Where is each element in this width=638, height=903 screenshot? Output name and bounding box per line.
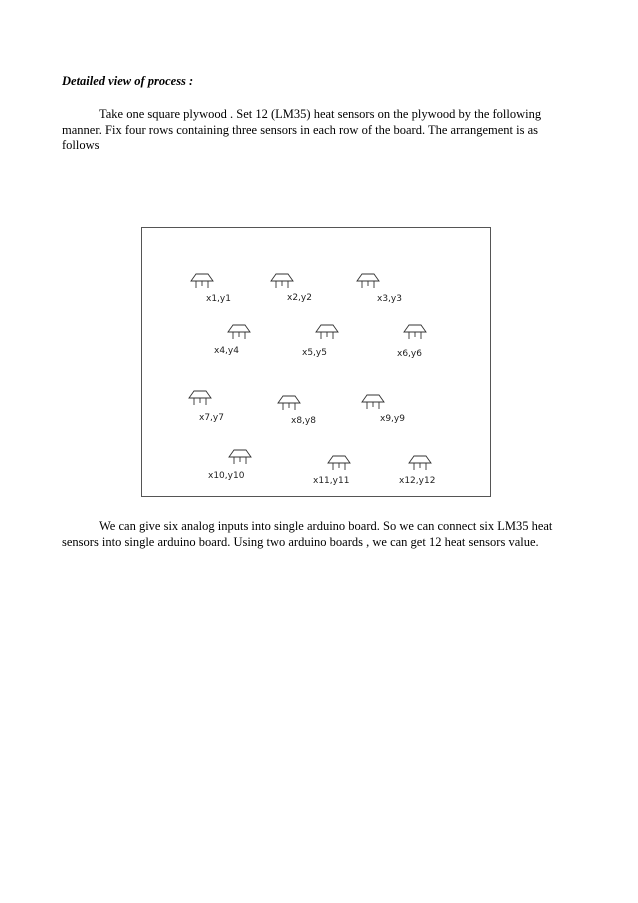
sensor-label: x7,y7	[199, 413, 224, 423]
sensor-label: x12,y12	[399, 476, 436, 486]
conclusion-paragraph: We can give six analog inputs into single arduino board. So we can connect six LM35 heat sensors into single arduino board. Using two arduino boards , we can get 12 heat sensors value.	[62, 519, 553, 549]
section-heading: Detailed view of process :	[62, 74, 194, 88]
sensor-icon	[229, 450, 251, 464]
sensor-icon	[271, 274, 293, 288]
sensor-label: x10,y10	[208, 471, 245, 481]
sensor-icon	[316, 325, 338, 339]
sensor-label: x2,y2	[287, 293, 312, 303]
sensor-label: x6,y6	[397, 349, 422, 359]
sensor-layout-svg	[142, 228, 492, 498]
sensor-label: x8,y8	[291, 416, 316, 426]
sensor-label: x3,y3	[377, 294, 402, 304]
sensor-label: x4,y4	[214, 346, 239, 356]
sensor-label: x5,y5	[302, 348, 327, 358]
plywood-board-diagram	[141, 227, 491, 497]
sensor-label: x9,y9	[380, 414, 405, 424]
sensor-icon	[409, 456, 431, 470]
intro-paragraph: Take one square plywood . Set 12 (LM35) heat sensors on the plywood by the following manner. Fix four rows containing three sensors in each row of the board. The arrangement is as follows	[62, 107, 542, 152]
sensor-icon	[362, 395, 384, 409]
sensor-icon	[404, 325, 426, 339]
sensor-icon	[357, 274, 379, 288]
sensor-icon	[191, 274, 213, 288]
sensor-icon	[228, 325, 250, 339]
sensor-icon	[189, 391, 211, 405]
sensor-label: x1,y1	[206, 294, 231, 304]
sensor-icon	[278, 396, 300, 410]
sensor-label: x11,y11	[313, 476, 350, 486]
sensor-icon	[328, 456, 350, 470]
